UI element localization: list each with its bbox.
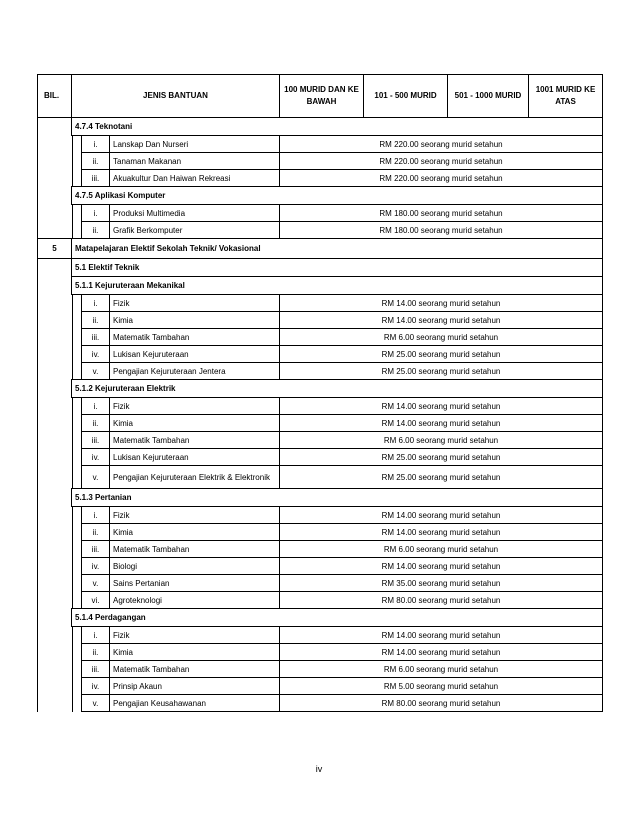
- subsection-title: 4.7.4 Teknotani: [72, 118, 603, 136]
- bil-cell: [38, 363, 82, 380]
- header-bil: BIL.: [38, 75, 72, 118]
- item-label: Fizik: [110, 627, 280, 644]
- item-label: Tanaman Makanan: [110, 153, 280, 170]
- item-number: iv.: [82, 449, 110, 466]
- item-number: iv.: [82, 558, 110, 575]
- subsection-row: [38, 277, 603, 295]
- item-row: [38, 415, 603, 432]
- item-rate: RM 25.00 seorang murid setahun: [280, 363, 603, 380]
- item-number: iv.: [82, 678, 110, 695]
- subsection-row: [38, 489, 603, 507]
- header-501-1000-murid: 501 - 1000 MURID: [448, 75, 529, 118]
- item-row: [38, 695, 603, 712]
- bil-cell: [38, 170, 82, 187]
- item-rate: RM 180.00 seorang murid setahun: [280, 205, 603, 222]
- bil-cell: [38, 507, 82, 524]
- item-row: [38, 678, 603, 695]
- bil-cell: [38, 380, 72, 398]
- bil-cell: [38, 524, 82, 541]
- subsection-title: 5.1.1 Kejuruteraan Mekanikal: [72, 277, 603, 295]
- item-number: ii.: [82, 524, 110, 541]
- subsection-title: 5.1 Elektif Teknik: [72, 259, 603, 277]
- item-label: Fizik: [110, 507, 280, 524]
- subsection-title: 5.1.4 Perdagangan: [72, 609, 603, 627]
- item-label: Sains Pertanian: [110, 575, 280, 592]
- item-number: iii.: [82, 541, 110, 558]
- item-label: Kimia: [110, 312, 280, 329]
- item-row: [38, 295, 603, 312]
- bil-cell: [38, 489, 72, 507]
- item-rate: RM 25.00 seorang murid setahun: [280, 346, 603, 363]
- item-rate: RM 14.00 seorang murid setahun: [280, 415, 603, 432]
- bil-cell: [38, 153, 82, 170]
- bil-cell: [38, 466, 82, 489]
- item-label: Matematik Tambahan: [110, 541, 280, 558]
- item-number: v.: [82, 363, 110, 380]
- subsection-title: 5.1.2 Kejuruteraan Elektrik: [72, 380, 603, 398]
- item-row: [38, 541, 603, 558]
- bil-cell: [38, 259, 72, 277]
- bil-cell: [38, 312, 82, 329]
- table-header-row: [38, 75, 603, 118]
- subsection-row: [38, 187, 603, 205]
- item-label: Fizik: [110, 398, 280, 415]
- item-number: i.: [82, 398, 110, 415]
- item-number: i.: [82, 205, 110, 222]
- item-rate: RM 80.00 seorang murid setahun: [280, 695, 603, 712]
- item-label: Matematik Tambahan: [110, 432, 280, 449]
- section-number: 5: [38, 239, 72, 259]
- item-number: i.: [82, 507, 110, 524]
- item-row: [38, 524, 603, 541]
- item-number: vi.: [82, 592, 110, 609]
- bil-cell: [38, 678, 82, 695]
- item-row: [38, 153, 603, 170]
- item-rate: RM 14.00 seorang murid setahun: [280, 312, 603, 329]
- item-rate: RM 220.00 seorang murid setahun: [280, 153, 603, 170]
- subsection-row: [38, 118, 603, 136]
- item-row: [38, 644, 603, 661]
- item-row: [38, 205, 603, 222]
- item-row: [38, 558, 603, 575]
- bil-cell: [38, 346, 82, 363]
- item-number: ii.: [82, 312, 110, 329]
- item-number: v.: [82, 575, 110, 592]
- item-rate: RM 6.00 seorang murid setahun: [280, 432, 603, 449]
- item-row: [38, 661, 603, 678]
- item-row: [38, 627, 603, 644]
- item-row: [38, 363, 603, 380]
- bil-cell: [38, 415, 82, 432]
- section-title: Matapelajaran Elektif Sekolah Teknik/ Vokasional: [72, 239, 603, 259]
- item-rate: RM 14.00 seorang murid setahun: [280, 398, 603, 415]
- item-label: Pengajian Kejuruteraan Jentera: [110, 363, 280, 380]
- bil-cell: [38, 695, 82, 712]
- page-number: iv: [315, 764, 323, 774]
- item-row: [38, 466, 603, 489]
- item-label: Biologi: [110, 558, 280, 575]
- item-label: Pengajian Kejuruteraan Elektrik & Elektronik: [110, 466, 280, 489]
- bil-cell: [38, 432, 82, 449]
- item-label: Kimia: [110, 415, 280, 432]
- item-number: i.: [82, 627, 110, 644]
- item-row: [38, 592, 603, 609]
- item-label: Fizik: [110, 295, 280, 312]
- item-rate: RM 14.00 seorang murid setahun: [280, 524, 603, 541]
- item-rate: RM 6.00 seorang murid setahun: [280, 329, 603, 346]
- item-rate: RM 35.00 seorang murid setahun: [280, 575, 603, 592]
- subsection-row: [38, 380, 603, 398]
- item-row: [38, 346, 603, 363]
- item-label: Lukisan Kejuruteraan: [110, 449, 280, 466]
- item-rate: RM 5.00 seorang murid setahun: [280, 678, 603, 695]
- item-label: Lukisan Kejuruteraan: [110, 346, 280, 363]
- header-jenis-bantuan: JENIS BANTUAN: [72, 75, 280, 118]
- bil-cell: [38, 277, 72, 295]
- item-rate: RM 25.00 seorang murid setahun: [280, 449, 603, 466]
- header-100-murid: 100 MURID DAN KE BAWAH: [280, 75, 364, 118]
- item-rate: RM 80.00 seorang murid setahun: [280, 592, 603, 609]
- item-number: ii.: [82, 644, 110, 661]
- item-label: Pengajian Keusahawanan: [110, 695, 280, 712]
- bil-cell: [38, 136, 82, 153]
- item-label: Prinsip Akaun: [110, 678, 280, 695]
- item-label: Akuakultur Dan Haiwan Rekreasi: [110, 170, 280, 187]
- header-101-500-murid: 101 - 500 MURID: [364, 75, 448, 118]
- item-label: Matematik Tambahan: [110, 661, 280, 678]
- bil-cell: [38, 609, 72, 627]
- item-label: Matematik Tambahan: [110, 329, 280, 346]
- bil-cell: [38, 205, 82, 222]
- item-row: [38, 507, 603, 524]
- item-row: [38, 432, 603, 449]
- item-label: Kimia: [110, 644, 280, 661]
- bil-cell: [38, 449, 82, 466]
- item-rate: RM 14.00 seorang murid setahun: [280, 644, 603, 661]
- subsection-row: [38, 259, 603, 277]
- bil-cell: [38, 575, 82, 592]
- item-rate: RM 6.00 seorang murid setahun: [280, 541, 603, 558]
- bil-cell: [38, 541, 82, 558]
- item-number: iii.: [82, 661, 110, 678]
- bil-cell: [38, 627, 82, 644]
- item-label: Kimia: [110, 524, 280, 541]
- item-number: iv.: [82, 346, 110, 363]
- bantuan-table: [37, 74, 603, 712]
- bil-cell: [38, 661, 82, 678]
- item-number: iii.: [82, 432, 110, 449]
- bil-cell: [38, 295, 82, 312]
- item-rate: RM 6.00 seorang murid setahun: [280, 661, 603, 678]
- bil-cell: [38, 329, 82, 346]
- item-row: [38, 398, 603, 415]
- item-rate: RM 14.00 seorang murid setahun: [280, 627, 603, 644]
- item-label: Grafik Berkomputer: [110, 222, 280, 239]
- section-row: [38, 239, 603, 259]
- header-1001-murid: 1001 MURID KE ATAS: [529, 75, 603, 118]
- item-row: [38, 312, 603, 329]
- item-row: [38, 222, 603, 239]
- item-number: i.: [82, 295, 110, 312]
- item-label: Produksi Multimedia: [110, 205, 280, 222]
- item-rate: RM 14.00 seorang murid setahun: [280, 507, 603, 524]
- bil-cell: [38, 118, 72, 136]
- item-number: ii.: [82, 222, 110, 239]
- item-number: ii.: [82, 153, 110, 170]
- subsection-title: 5.1.3 Pertanian: [72, 489, 603, 507]
- item-row: [38, 329, 603, 346]
- subsection-row: [38, 609, 603, 627]
- item-rate: RM 14.00 seorang murid setahun: [280, 558, 603, 575]
- subsection-title: 4.7.5 Aplikasi Komputer: [72, 187, 603, 205]
- table-body: [38, 118, 603, 712]
- item-number: iii.: [82, 170, 110, 187]
- item-number: v.: [82, 695, 110, 712]
- item-rate: RM 25.00 seorang murid setahun: [280, 466, 603, 489]
- item-rate: RM 180.00 seorang murid setahun: [280, 222, 603, 239]
- bil-cell: [38, 592, 82, 609]
- item-number: i.: [82, 136, 110, 153]
- item-rate: RM 14.00 seorang murid setahun: [280, 295, 603, 312]
- bil-cell: [38, 558, 82, 575]
- bil-cell: [38, 222, 82, 239]
- item-row: [38, 449, 603, 466]
- item-number: v.: [82, 466, 110, 489]
- item-rate: RM 220.00 seorang murid setahun: [280, 170, 603, 187]
- item-number: ii.: [82, 415, 110, 432]
- bil-cell: [38, 644, 82, 661]
- item-row: [38, 170, 603, 187]
- item-number: iii.: [82, 329, 110, 346]
- item-row: [38, 575, 603, 592]
- item-row: [38, 136, 603, 153]
- bil-cell: [38, 187, 72, 205]
- item-label: Agroteknologi: [110, 592, 280, 609]
- bil-cell: [38, 398, 82, 415]
- item-label: Lanskap Dan Nurseri: [110, 136, 280, 153]
- item-rate: RM 220.00 seorang murid setahun: [280, 136, 603, 153]
